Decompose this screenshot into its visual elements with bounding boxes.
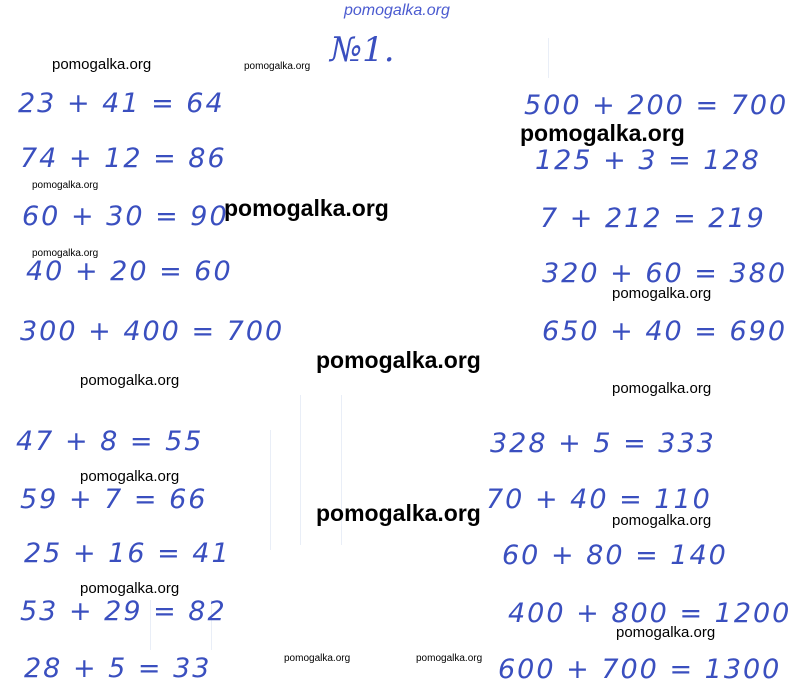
watermark: pomogalka.org [80, 580, 180, 597]
watermark: pomogalka.org [520, 120, 685, 146]
watermark: pomogalka.org [612, 512, 712, 529]
watermark: pomogalka.org [80, 372, 180, 389]
watermark: pomogalka.org [244, 61, 311, 72]
watermark: pomogalka.org [32, 180, 99, 191]
equation-right: 500 + 200 = 700 [524, 90, 789, 121]
watermark: pomogalka.org [224, 195, 389, 221]
equation-left: 40 + 20 = 60 [26, 256, 233, 287]
watermark: pomogalka.org [616, 624, 716, 641]
equation-right: 328 + 5 = 333 [490, 428, 716, 459]
equation-left: 47 + 8 = 55 [16, 426, 204, 457]
task-number: №1. [330, 30, 395, 70]
site-watermark-top: pomogalka.org [344, 2, 450, 19]
equation-right: 650 + 40 = 690 [542, 316, 788, 347]
equation-left: 53 + 29 = 82 [20, 596, 227, 627]
equation-left: 300 + 400 = 700 [20, 316, 285, 347]
equation-right: 70 + 40 = 110 [486, 484, 712, 515]
watermark: pomogalka.org [316, 347, 481, 373]
watermark: pomogalka.org [80, 468, 180, 485]
equation-right: 320 + 60 = 380 [542, 258, 788, 289]
watermark: pomogalka.org [416, 653, 483, 664]
watermark: pomogalka.org [316, 500, 481, 526]
equation-right: 7 + 212 = 219 [540, 203, 766, 234]
equation-left: 74 + 12 = 86 [20, 143, 227, 174]
equation-left: 25 + 16 = 41 [24, 538, 231, 569]
equation-right: 600 + 700 = 1300 [498, 654, 782, 685]
faint-line [548, 38, 549, 78]
equation-right: 125 + 3 = 128 [535, 145, 761, 176]
equation-left: 60 + 30 = 90 [22, 201, 229, 232]
equation-right: 60 + 80 = 140 [502, 540, 728, 571]
equation-left: 59 + 7 = 66 [20, 484, 208, 515]
watermark: pomogalka.org [284, 653, 351, 664]
equation-right: 400 + 800 = 1200 [508, 598, 792, 629]
watermark: pomogalka.org [612, 380, 712, 397]
equation-left: 28 + 5 = 33 [24, 653, 212, 684]
watermark: pomogalka.org [52, 56, 152, 73]
watermark: pomogalka.org [32, 248, 99, 259]
faint-line [270, 430, 271, 550]
watermark: pomogalka.org [612, 285, 712, 302]
equation-left: 23 + 41 = 64 [18, 88, 225, 119]
